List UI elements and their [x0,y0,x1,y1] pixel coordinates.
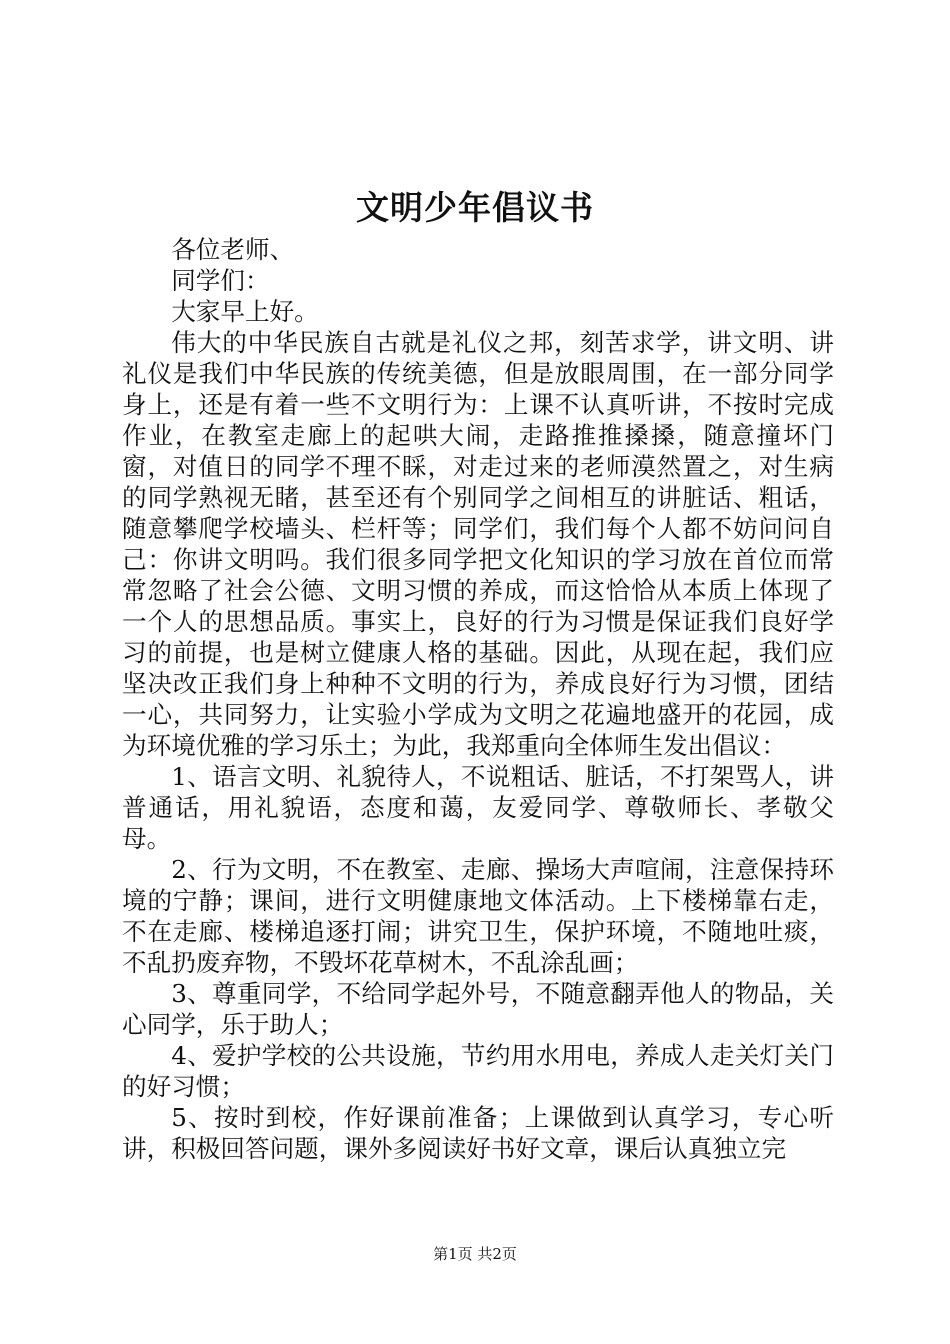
greeting: 大家早上好。 [171,297,319,326]
intro-paragraph: 伟大的中华民族自古就是礼仪之邦，刻苦求学，讲文明、讲礼仪是我们中华民族的传统美德，但是放眼周围，在一部分同学身上，还是有着一些不文明行为：上课不认真听讲，不按时完成作业，在教室走廊上的起哄大闹，走路推推搡搡，随意撞坏门窗，对值日的同学不理不睬，对走过来的老师漠然置之，对生病的同学熟视无睹，甚至还有个别同学之间相互的讲脏话、粗话，随意攀爬学校墙头、栏杆等；同学们，我们每个人都不妨问问自己：你讲文明吗。我们很多同学把文化知识的学习放在首位而常常忽略了社会公德、文明习惯的养成，而这恰恰从本质上体现了一个人的思想品质。事实上，良好的行为习惯是保证我们良好学习的前提，也是树立健康人格的基础。因此，从现在起，我们应坚决改正我们身上种种不文明的行为，养成良好行为习惯，团结一心，共同努力，让实验小学成为文明之花遍地盛开的花园，成为环境优雅的学习乐土；为此，我郑重向全体师生发出倡议： [122,328,834,760]
document-body [122,234,834,1164]
salutation-teachers: 各位老师、 [171,235,295,264]
proposal-item-2: 2、行为文明，不在教室、走廊、操场大声喧闹，注意保持环境的宁静；课间，进行文明健康地文体活动。上下楼梯靠右走，不在走廊、楼梯追逐打闹；讲究卫生，保护环境，不随地吐痰，不乱扔废弃物，不毁坏花草树木，不乱涂乱画； [122,855,834,977]
document-title: 文明少年倡议书 [356,188,594,227]
proposal-item-1: 1、语言文明、礼貌待人，不说粗话、脏话，不打架骂人，讲普通话，用礼貌语，态度和蔼，友爱同学、尊敬师长、孝敬父母。 [122,762,834,853]
page-footer: 第1页 共2页 [433,1245,517,1263]
salutation-students: 同学们： [171,266,270,295]
proposal-item-5: 5、按时到校，作好课前准备；上课做到认真学习，专心听讲，积极回答问题，课外多阅读好书好文章，课后认真独立完 [122,1103,834,1163]
proposal-item-4: 4、爱护学校的公共设施，节约用水用电，养成人走关灯关门的好习惯； [122,1041,834,1101]
proposal-item-3: 3、尊重同学，不给同学起外号，不随意翻弄他人的物品，关心同学，乐于助人； [122,979,834,1039]
